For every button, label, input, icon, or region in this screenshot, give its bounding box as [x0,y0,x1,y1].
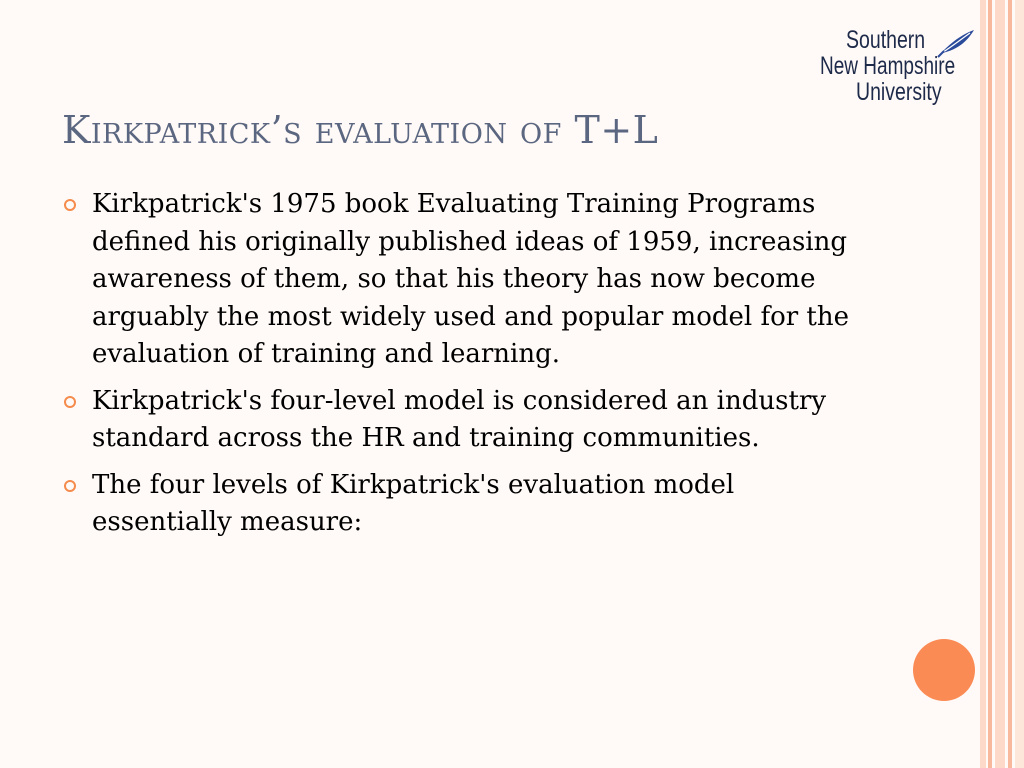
leaf-quill-icon [936,28,976,58]
bullet-circle-icon [64,480,76,492]
decorative-stripe [980,0,986,768]
bullet-item [62,467,882,542]
bullet-text: Kirkpatrick's 1975 book Evaluating Training Programs defined his originally published ideas of 1959, increasing awareness of them, so that his theory has now become arguably the most widely used and popular model for the evaluation of training and learning. [92,189,850,369]
decorative-stripe [995,0,1005,768]
logo-line-university: University [856,78,942,106]
bullet-item [62,186,882,374]
slide-title: Kirkpatrick’s evaluation of T+L [62,108,659,152]
logo-line-southern: Southern [846,26,926,54]
decorative-stripe [1015,0,1024,768]
logo-line-new-hampshire: New Hampshire [820,52,956,80]
bullet-list [62,186,882,551]
bullet-circle-icon [64,396,76,408]
bullet-text: Kirkpatrick's four-level model is considered an industry standard across the HR and training communities. [92,385,827,453]
university-logo [818,24,978,114]
decorative-orange-circle [913,639,975,701]
bullet-circle-icon [64,199,76,211]
bullet-text: The four levels of Kirkpatrick's evaluation model essentially measure: [92,469,735,537]
decorative-stripe [1008,0,1012,768]
bullet-item [62,383,882,458]
decorative-stripe [988,0,992,768]
